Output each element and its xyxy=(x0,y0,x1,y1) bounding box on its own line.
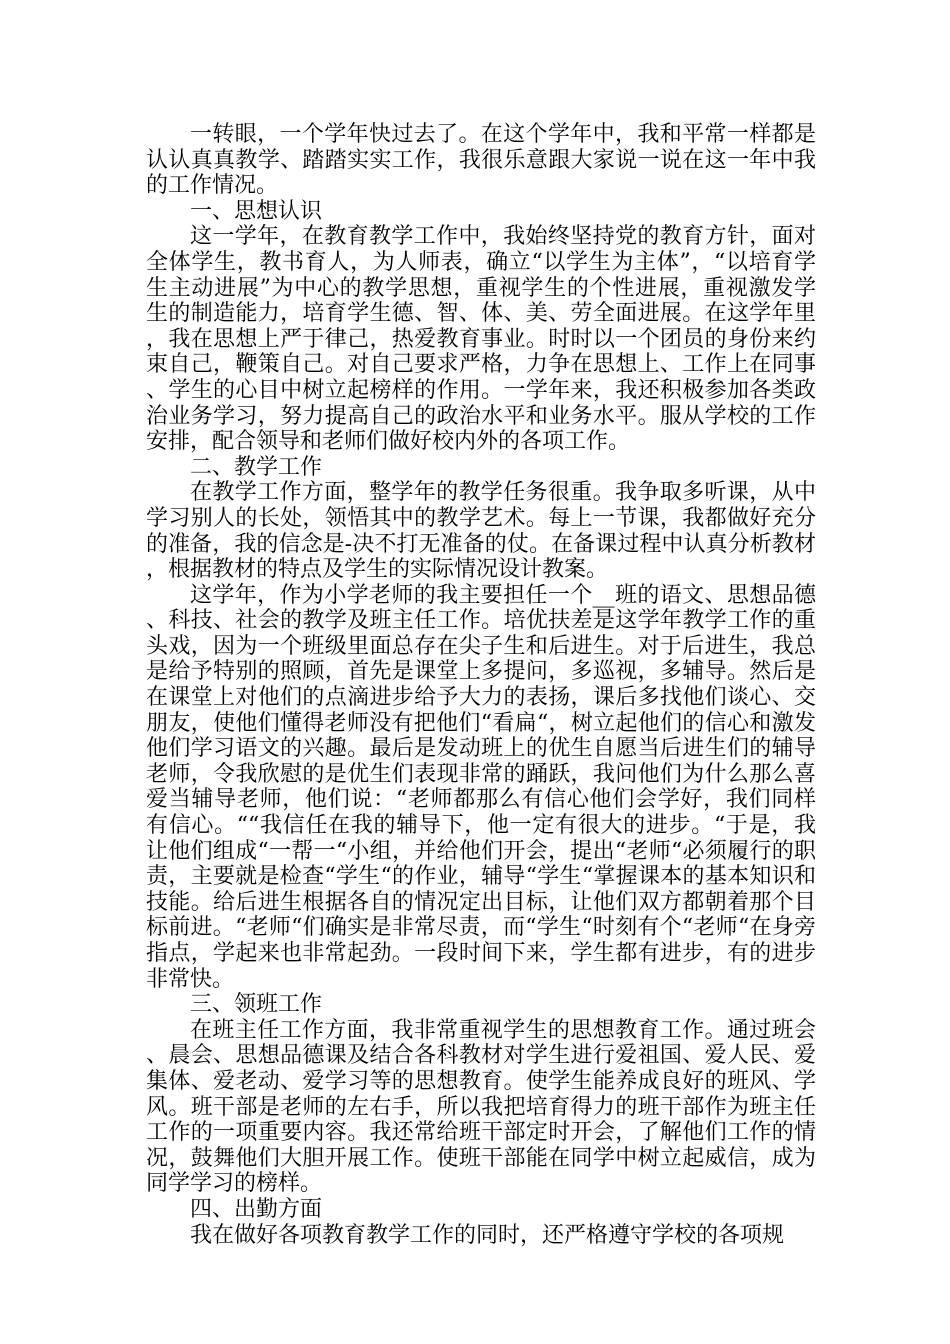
section-heading-attendance: 四、出勤方面 xyxy=(190,1196,323,1222)
paragraph-thought: 这一学年，在教育教学工作中，我始终坚持党的教育方针，面对全体学生，教书育人，为人师表，确立“以学生为主体”，“以培育学生主动进展”为中心的教学思想，重视学生的个性进展，重视激发学生的制造能力，培育学生德、智、体、美、劳全面进展。在这学年里，我在思想上严于律己，热爱教育事业。时时以一个团员的身份来约束自己，鞭策自己。对自己要求严格，力争在思想上、工作上在同事、学生的心目中树立起榜样的作用。一学年来，我还积极参加各类政治业务学习，努力提高自己的政治水平和业务水平。服从学校的工作安排，配合领导和老师们做好校内外的各项工作。 xyxy=(146,224,816,455)
paragraph-class-leading: 在班主任工作方面，我非常重视学生的思想教育工作。通过班会、晨会、思想品德课及结合各科教材对学生进行爱祖国、爱人民、爱集体、爱老动、爱学习等的思想教育。使学生能养成良好的班风、学风。班干部是老师的左右手，所以我把培育得力的班干部作为班主任工作的一项重要内容。我还常给班干部定时开会，了解他们工作的情况，鼓舞他们大胆开展工作。使班干部能在同学中树立起威信，成为同学学习的榜样。 xyxy=(146,1017,816,1197)
section-heading-thought: 一、思想认识 xyxy=(190,198,323,224)
document-body xyxy=(146,122,816,1248)
section-heading-teaching: 二、教学工作 xyxy=(190,454,323,480)
paragraph-teaching-2: 这学年，作为小学老师的我主要担任一个__班的语文、思想品德、科技、社会的教学及班主任工作。培优扶差是这学年教学工作的重头戏，因为一个班级里面总存在尖子生和后进生。对于后进生，我总是给予特别的照顾，首先是课堂上多提问，多巡视，多辅导。然后是在课堂上对他们的点滴进步给予大力的表扬，课后多找他们谈心、交朋友，使他们懂得老师没有把他们“看扁“，树立起他们的信心和激发他们学习语文的兴趣。最后是发动班上的优生自愿当后进生们的辅导老师，令我欣慰的是优生们表现非常的踊跃，我问他们为什么那么喜爱当辅导老师，他们说：“老师都那么有信心他们会学好，我们同样有信心。““我信任在我的辅导下，他一定有很大的进步。“于是，我让他们组成“一帮一“小组，并给他们开会，提出“老师“必须履行的职责，主要就是检查“学生“的作业，辅导“学生“掌握课本的基本知识和技能。给后进生根据各自的情况定出目标，让他们双方都朝着那个目标前进。“老师“们确实是非常尽责，而“学生“时刻有个“老师“在身旁指点，学起来也非常起劲。一段时间下来，学生都有进步，有的进步非常快。 xyxy=(146,582,816,992)
paragraph-teaching-1: 在教学工作方面，整学年的教学任务很重。我争取多听课，从中学习别人的长处，领悟其中的教学艺术。每上一节课，我都做好充分的准备，我的信念是-决不打无准备的仗。在备课过程中认真分析教材，根据教材的特点及学生的实际情况设计教案。 xyxy=(146,480,816,583)
section-heading-class-leading: 三、领班工作 xyxy=(190,992,323,1018)
paragraph-attendance: 我在做好各项教育教学工作的同时，还严格遵守学校的各项规 xyxy=(190,1222,785,1248)
paragraph-intro: 一转眼，一个学年快过去了。在这个学年中，我和平常一样都是认认真真教学、踏踏实实工作，我很乐意跟大家说一说在这一年中我的工作情况。 xyxy=(146,122,816,199)
